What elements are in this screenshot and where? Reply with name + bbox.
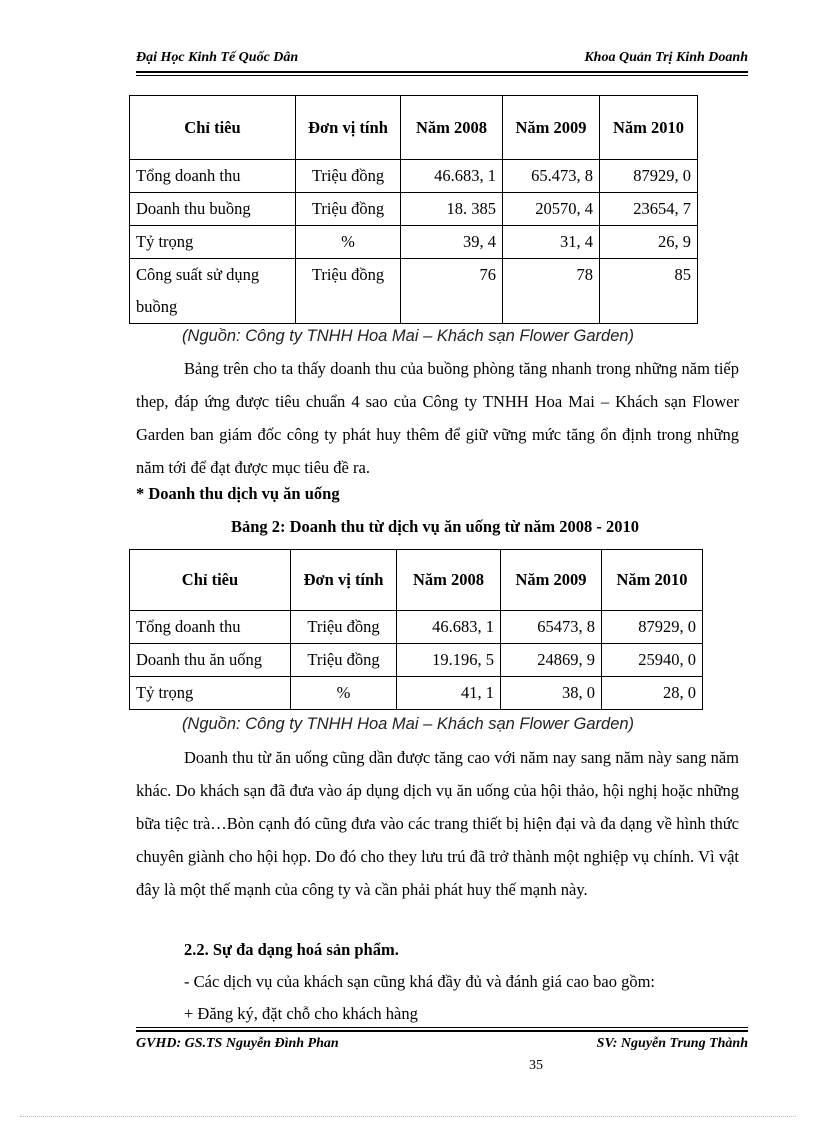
cell: 23654, 7 [600,193,698,226]
cell: 65473, 8 [501,611,602,644]
table2-source: (Nguồn: Công ty TNHH Hoa Mai – Khách sạn Flower Garden) [181,715,635,733]
cell: Triệu đồng [296,193,401,226]
page-edge-rule [20,1116,796,1117]
section-2-2-heading: 2.2. Sự đa dạng hoá sản phẩm. [184,940,399,959]
cell: 25940, 0 [602,644,703,677]
paragraph-room-revenue: Bảng trên cho ta thấy doanh thu của buồng phòng tăng nhanh trong những năm tiếp thep, đáp ứng được tiêu chuẩn 4 sao của Công ty TNHH Hoa Mai – Khách sạn Flower Garden ban giám đốc công ty phát huy thêm để giữ vững mức tăng ổn định trong những năm tới để đạt được mục tiêu đề ra. [136,359,739,477]
table-row [130,611,703,644]
cell: Doanh thu ăn uống [130,644,291,677]
table-row [130,193,698,226]
col-header: Năm 2008 [397,550,501,611]
col-header: Năm 2009 [501,550,602,611]
header-faculty: Khoa Quản Trị Kinh Doanh [584,50,748,65]
cell: 19.196, 5 [397,644,501,677]
cell: 28, 0 [602,677,703,710]
col-header: Năm 2008 [401,96,503,160]
page-number: 35 [529,1058,543,1073]
col-header: Năm 2010 [602,550,703,611]
cell: 26, 9 [600,226,698,259]
header-university: Đại Học Kinh Tế Quốc Dân [136,50,299,65]
cell: Triệu đồng [296,259,401,324]
col-header: Năm 2010 [600,96,698,160]
cell: 65.473, 8 [503,160,600,193]
col-header: Chỉ tiêu [130,550,291,611]
cell: 18. 385 [401,193,503,226]
footer-student: SV: Nguyễn Trung Thành [596,1036,748,1051]
page-header [136,50,748,73]
food-revenue-table [129,549,703,710]
cell: 38, 0 [501,677,602,710]
table2-title: Bảng 2: Doanh thu từ dịch vụ ăn uống từ năm 2008 - 2010 [230,517,640,536]
cell: 41, 1 [397,677,501,710]
col-header: Đơn vị tính [296,96,401,160]
table-row [130,644,703,677]
cell: % [291,677,397,710]
table-row [130,259,698,324]
col-header: Năm 2009 [503,96,600,160]
col-header: Đơn vị tính [291,550,397,611]
cell: Tỷ trọng [130,226,296,259]
cell: Tổng doanh thu [130,611,291,644]
cell: 39, 4 [401,226,503,259]
table-row [130,160,698,193]
cell: Triệu đồng [291,611,397,644]
cell: Công suất sử dụng buồng [130,259,296,324]
table-row [130,677,703,710]
cell: 87929, 0 [600,160,698,193]
cell: 20570, 4 [503,193,600,226]
table1-source: (Nguồn: Công ty TNHH Hoa Mai – Khách sạn Flower Garden) [181,327,635,345]
service-item-booking: + Đăng ký, đặt chỗ cho khách hàng [184,1004,418,1023]
cell: 46.683, 1 [397,611,501,644]
cell: 76 [401,259,503,324]
cell: 24869, 9 [501,644,602,677]
cell: 31, 4 [503,226,600,259]
table-row [130,226,698,259]
cell: 78 [503,259,600,324]
page-footer [136,1030,748,1052]
services-intro: - Các dịch vụ của khách sạn cũng khá đầy đủ và đánh giá cao bao gồm: [184,972,656,991]
footer-supervisor: GVHD: GS.TS Nguyễn Đình Phan [136,1036,339,1051]
cell: 46.683, 1 [401,160,503,193]
paragraph-food-revenue: Doanh thu từ ăn uống cũng dần được tăng cao với năm nay sang năm này sang năm khác. Do khách sạn đã đưa vào áp dụng dịch vụ ăn uống của hội thảo, hội nghị hoặc những bữa tiệc trà…Bòn cạnh đó cũng đưa vào các trang thiết bị hiện đại và đa dạng về hình thức chuyên giành cho hội họp. Do đó cho they lưu trú đã trở thành một nghiệp vụ chính. Vì vật đây là một thế mạnh của công ty và cần phải phát huy thế mạnh này. [136,748,739,899]
cell: Doanh thu buồng [130,193,296,226]
cell: Tổng doanh thu [130,160,296,193]
section-food-heading: * Doanh thu dịch vụ ăn uống [136,484,340,503]
cell: 85 [600,259,698,324]
table-header-row [130,96,698,160]
cell: Triệu đồng [291,644,397,677]
cell: % [296,226,401,259]
col-header: Chỉ tiêu [130,96,296,160]
table-header-row [130,550,703,611]
room-revenue-table [129,95,698,324]
cell: 87929, 0 [602,611,703,644]
cell: Tỷ trọng [130,677,291,710]
cell: Triệu đồng [296,160,401,193]
